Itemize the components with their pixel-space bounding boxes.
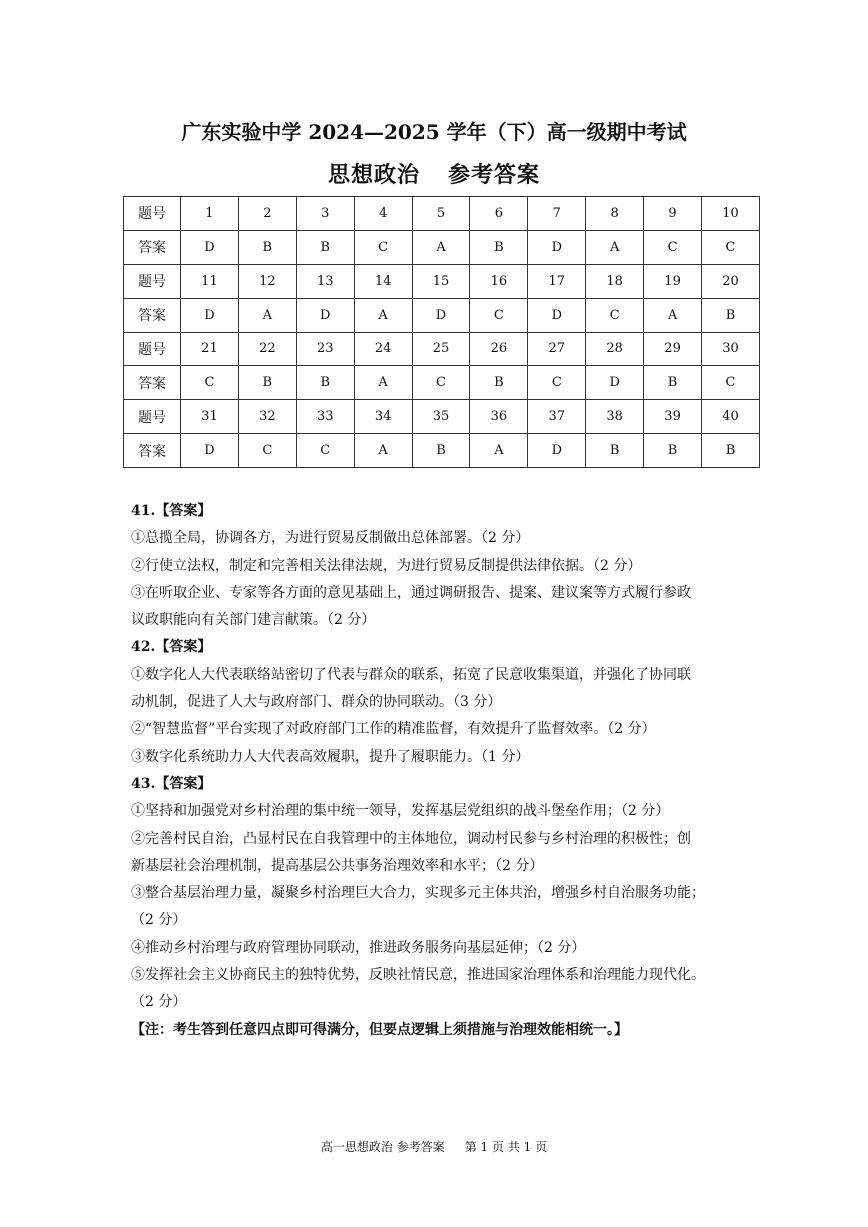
question-number-cell: 5 bbox=[412, 197, 470, 231]
answer-body bbox=[131, 498, 741, 1044]
answer-cell: D bbox=[296, 298, 354, 332]
question-number-cell: 1 bbox=[181, 197, 239, 231]
answer-key-label: 参考答案 bbox=[448, 162, 541, 188]
answer-line: 新基层社会治理机制，提高基层公共事务治理效率和水平；（2 分） bbox=[131, 857, 544, 874]
answer-cell: D bbox=[528, 230, 586, 264]
answer-row bbox=[124, 298, 760, 332]
answer-label: 答案 bbox=[124, 230, 181, 264]
answer-cell: B bbox=[644, 366, 702, 400]
answer-cell: C bbox=[238, 434, 296, 468]
question-number-cell: 4 bbox=[354, 197, 412, 231]
section-heading: 43.【答案】 bbox=[131, 775, 212, 792]
question-number-cell: 18 bbox=[586, 264, 644, 298]
question-number-cell: 6 bbox=[470, 197, 528, 231]
answer-line: ③在听取企业、专家等各方面的意见基础上，通过调研报告、提案、建议案等方式履行参政 bbox=[131, 584, 691, 601]
answer-cell: A bbox=[238, 298, 296, 332]
question-number-cell: 38 bbox=[586, 400, 644, 434]
question-number-cell: 33 bbox=[296, 400, 354, 434]
answer-row bbox=[124, 434, 760, 468]
answer-cell: C bbox=[702, 230, 760, 264]
answer-line: ④推动乡村治理与政府管理协同联动，推进政务服务向基层延伸；（2 分） bbox=[131, 939, 586, 956]
document-subtitle bbox=[0, 158, 868, 189]
question-number-cell: 35 bbox=[412, 400, 470, 434]
answer-cell: C bbox=[181, 366, 239, 400]
answer-cell: C bbox=[702, 366, 760, 400]
answer-cell: C bbox=[412, 366, 470, 400]
answer-cell: A bbox=[586, 230, 644, 264]
answer-cell: B bbox=[412, 434, 470, 468]
question-number-cell: 17 bbox=[528, 264, 586, 298]
question-number-cell: 9 bbox=[644, 197, 702, 231]
footer-page: 第 1 页 共 1 页 bbox=[464, 1140, 548, 1154]
answer-line: （2 分） bbox=[131, 912, 187, 929]
answer-cell: B bbox=[702, 298, 760, 332]
answer-cell: D bbox=[586, 366, 644, 400]
question-number-cell: 36 bbox=[470, 400, 528, 434]
question-number-cell: 30 bbox=[702, 332, 760, 366]
question-number-cell: 3 bbox=[296, 197, 354, 231]
answer-cell: D bbox=[181, 298, 239, 332]
question-number-cell: 26 bbox=[470, 332, 528, 366]
answer-cell: C bbox=[470, 298, 528, 332]
footer-left: 高一思想政治 参考答案 bbox=[320, 1140, 445, 1154]
question-number-cell: 16 bbox=[470, 264, 528, 298]
answer-line: ③整合基层治理力量，凝聚乡村治理巨大合力，实现多元主体共治，增强乡村自治服务功能； bbox=[131, 885, 705, 902]
answer-cell: A bbox=[644, 298, 702, 332]
answer-line: ①坚持和加强党对乡村治理的集中统一领导，发挥基层党组织的战斗堡垒作用；（2 分） bbox=[131, 803, 670, 820]
answer-cell: B bbox=[296, 366, 354, 400]
answer-cell: A bbox=[470, 434, 528, 468]
section-heading: 42.【答案】 bbox=[131, 639, 212, 656]
answer-table bbox=[123, 196, 760, 468]
question-number-cell: 39 bbox=[644, 400, 702, 434]
answer-line: ⑤发挥社会主义协商民主的独特优势，反映社情民意，推进国家治理体系和治理能力现代化。 bbox=[131, 967, 705, 984]
question-number-cell: 32 bbox=[238, 400, 296, 434]
question-number-cell: 2 bbox=[238, 197, 296, 231]
question-number-cell: 11 bbox=[181, 264, 239, 298]
question-number-cell: 13 bbox=[296, 264, 354, 298]
answer-line: ②“智慧监督”平台实现了对政府部门工作的精准监督，有效提升了监督效率。（2 分） bbox=[131, 721, 656, 738]
answer-cell: D bbox=[181, 434, 239, 468]
answer-cell: C bbox=[644, 230, 702, 264]
subject-label: 思想政治 bbox=[327, 162, 420, 188]
answer-cell: C bbox=[296, 434, 354, 468]
answer-line: ①数字化人大代表联络站密切了代表与群众的联系，拓宽了民意收集渠道，并强化了协同联 bbox=[131, 666, 691, 683]
question-number-cell: 8 bbox=[586, 197, 644, 231]
answer-cell: B bbox=[586, 434, 644, 468]
question-number-cell: 20 bbox=[702, 264, 760, 298]
question-number-cell: 37 bbox=[528, 400, 586, 434]
question-number-cell: 25 bbox=[412, 332, 470, 366]
answer-line: 动机制，促进了人大与政府部门、群众的协同联动。（3 分） bbox=[131, 694, 502, 711]
answer-cell: C bbox=[528, 366, 586, 400]
question-number-cell: 7 bbox=[528, 197, 586, 231]
answer-row bbox=[124, 366, 760, 400]
answer-line: （2 分） bbox=[131, 994, 187, 1011]
question-number-cell: 21 bbox=[181, 332, 239, 366]
question-number-cell: 23 bbox=[296, 332, 354, 366]
question-number-cell: 31 bbox=[181, 400, 239, 434]
answer-row bbox=[124, 230, 760, 264]
answer-cell: D bbox=[181, 230, 239, 264]
answer-cell: B bbox=[470, 230, 528, 264]
question-number-cell: 29 bbox=[644, 332, 702, 366]
answer-cell: B bbox=[296, 230, 354, 264]
question-number-cell: 15 bbox=[412, 264, 470, 298]
question-number-cell: 40 bbox=[702, 400, 760, 434]
answer-line: 议政职能向有关部门建言献策。（2 分） bbox=[131, 612, 376, 629]
question-number-label: 题号 bbox=[124, 400, 181, 434]
section-heading: 41.【答案】 bbox=[131, 503, 212, 519]
question-number-label: 题号 bbox=[124, 332, 181, 366]
answer-label: 答案 bbox=[124, 366, 181, 400]
document-title: 广东实验中学 2024—2025 学年（下）高一级期中考试 bbox=[181, 120, 687, 144]
answer-cell: D bbox=[412, 298, 470, 332]
question-number-label: 题号 bbox=[124, 197, 181, 231]
question-number-cell: 12 bbox=[238, 264, 296, 298]
answer-cell: B bbox=[644, 434, 702, 468]
answer-line: ①总揽全局，协调各方，为进行贸易反制做出总体部署。（2 分） bbox=[131, 530, 530, 547]
question-number-cell: 28 bbox=[586, 332, 644, 366]
question-number-row bbox=[124, 197, 760, 231]
answer-cell: B bbox=[470, 366, 528, 400]
question-number-cell: 10 bbox=[702, 197, 760, 231]
question-number-label: 题号 bbox=[124, 264, 181, 298]
answer-cell: D bbox=[528, 298, 586, 332]
answer-cell: D bbox=[528, 434, 586, 468]
question-number-row bbox=[124, 332, 760, 366]
question-number-row bbox=[124, 264, 760, 298]
answer-cell: C bbox=[586, 298, 644, 332]
answer-cell: A bbox=[354, 298, 412, 332]
answer-cell: A bbox=[354, 434, 412, 468]
page-footer bbox=[0, 1138, 868, 1155]
answer-cell: A bbox=[412, 230, 470, 264]
question-number-cell: 22 bbox=[238, 332, 296, 366]
answer-cell: B bbox=[702, 434, 760, 468]
answer-cell: B bbox=[238, 366, 296, 400]
answer-cell: B bbox=[238, 230, 296, 264]
question-number-row bbox=[124, 400, 760, 434]
answer-label: 答案 bbox=[124, 298, 181, 332]
answer-line: ②行使立法权，制定和完善相关法律法规，为进行贸易反制提供法律依据。（2 分） bbox=[131, 557, 642, 574]
answer-cell: A bbox=[354, 366, 412, 400]
question-number-cell: 14 bbox=[354, 264, 412, 298]
question-number-cell: 34 bbox=[354, 400, 412, 434]
question-number-cell: 24 bbox=[354, 332, 412, 366]
answer-line: ②完善村民自治，凸显村民在自我管理中的主体地位，调动村民参与乡村治理的积极性；创 bbox=[131, 830, 691, 847]
grading-note: 【注：考生答到任意四点即可得满分，但要点逻辑上须措施与治理效能相统一。】 bbox=[131, 1021, 628, 1038]
question-number-cell: 19 bbox=[644, 264, 702, 298]
answer-cell: C bbox=[354, 230, 412, 264]
answer-label: 答案 bbox=[124, 434, 181, 468]
answer-line: ③数字化系统助力人大代表高效履职，提升了履职能力。（1 分） bbox=[131, 748, 530, 765]
question-number-cell: 27 bbox=[528, 332, 586, 366]
